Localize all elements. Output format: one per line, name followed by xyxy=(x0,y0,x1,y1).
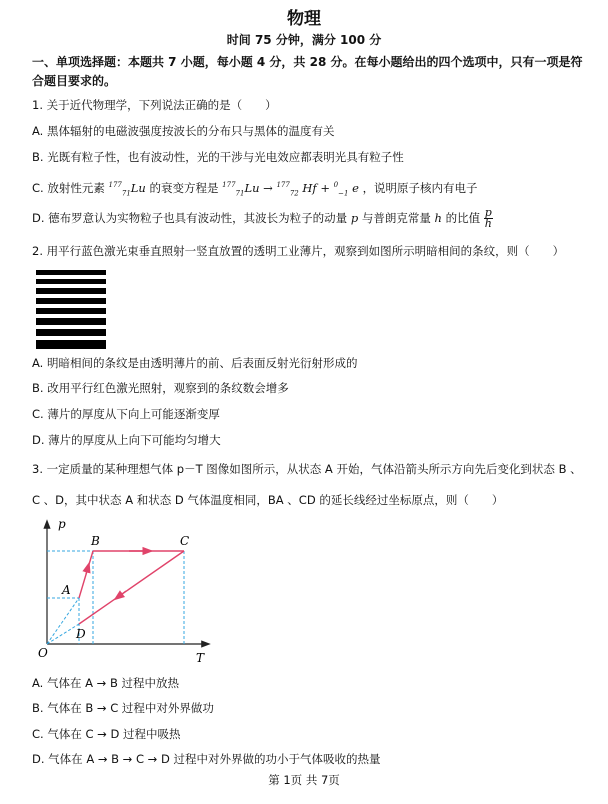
q2-stem: 2. 用平行蓝色激光束垂直照射一竖直放置的透明工业薄片，观察到如图所示明暗相间的条纹，则（ ） xyxy=(32,244,565,258)
point-b-label: B xyxy=(91,534,100,548)
x-axis-label: T xyxy=(196,651,205,665)
q3-stem-line2: C 、D，其中状态 A 和状态 D 气体温度相同，BA 、CD 的延长线经过坐标原点，则（ ） xyxy=(32,493,504,507)
c-to-d-line xyxy=(79,551,184,624)
q3-stem-line1: 3. 一定质量的某种理想气体 p－T 图像如图所示，从状态 A 开始，气体沿箭头所示方向先后变化到状态 B 、 xyxy=(32,462,582,476)
point-c-label: C xyxy=(180,534,190,548)
q1-option-a: A. 黑体辐射的电磁波强度按波长的分布只与黑体的温度有关 xyxy=(32,124,335,138)
q1-option-b: B. 光既有粒子性，也有波动性，光的干涉与光电效应都表明光具有粒子性 xyxy=(32,150,404,164)
q1-option-d: D. 德布罗意认为实物粒子也具有波动性，其波长为粒子的动量 p 与普朗克常量 h 的比值 $\frac{p}{h}$ xyxy=(32,206,492,230)
p-t-graph xyxy=(34,514,224,669)
q3-option-a: A. 气体在 A → B 过程中放热 xyxy=(32,676,179,690)
section-heading: 一、单项选择题：本题共 7 小题，每小题 4 分，共 28 分。在每小题给出的四个选项中，只有一项是符合题目要求的。 xyxy=(32,55,583,88)
lu-nuclide: $^{177}_{71}$Lu xyxy=(108,180,146,198)
q3-option-c: C. 气体在 C → D 过程中吸热 xyxy=(32,727,181,741)
process-path xyxy=(79,551,184,624)
q2-option-b: B. 改用平行红色激光照射，观察到的条纹数会增多 xyxy=(32,381,289,395)
q3-option-d: D. 气体在 A → B → C → D 过程中对外界做的功小于气体吸收的热量 xyxy=(32,752,381,766)
q1-option-c: C. 放射性元素 $^{177}_{71}$Lu 的衰变方程是 $^{177}_{71}$Lu → $^{177}_{72}$ Hf + $^0_{-1}$ e ，说明原子核内有电子 xyxy=(32,180,478,198)
page-footer: 第 1页 共 7页 xyxy=(268,773,340,787)
a-to-b-line xyxy=(79,551,93,598)
q1-stem: 1. 关于近代物理学，下列说法正确的是（ ） xyxy=(32,98,277,112)
q2-option-c: C. 薄片的厚度从下向上可能逐渐变厚 xyxy=(32,407,220,421)
y-axis-label: p xyxy=(58,517,66,531)
q2-option-d: D. 薄片的厚度从上向下可能均匀增大 xyxy=(32,433,221,447)
page-title: 物理 xyxy=(287,9,321,29)
interference-fringes-figure xyxy=(36,270,106,349)
exam-info: 时间 75 分钟，满分 100 分 xyxy=(226,33,382,47)
origin-label: O xyxy=(38,646,48,660)
decay-equation: $^{177}_{71}$Lu → $^{177}_{72}$ Hf + $^0_{-1}$ e xyxy=(222,180,359,198)
point-a-label: A xyxy=(62,583,71,597)
q2-option-a: A. 明暗相间的条纹是由透明薄片的前、后表面反射光衍射形成的 xyxy=(32,356,358,370)
point-d-label: D xyxy=(76,627,86,641)
p-over-h-fraction: $\frac{p}{h}$ xyxy=(484,206,492,230)
q3-option-b: B. 气体在 B → C 过程中对外界做功 xyxy=(32,701,214,715)
